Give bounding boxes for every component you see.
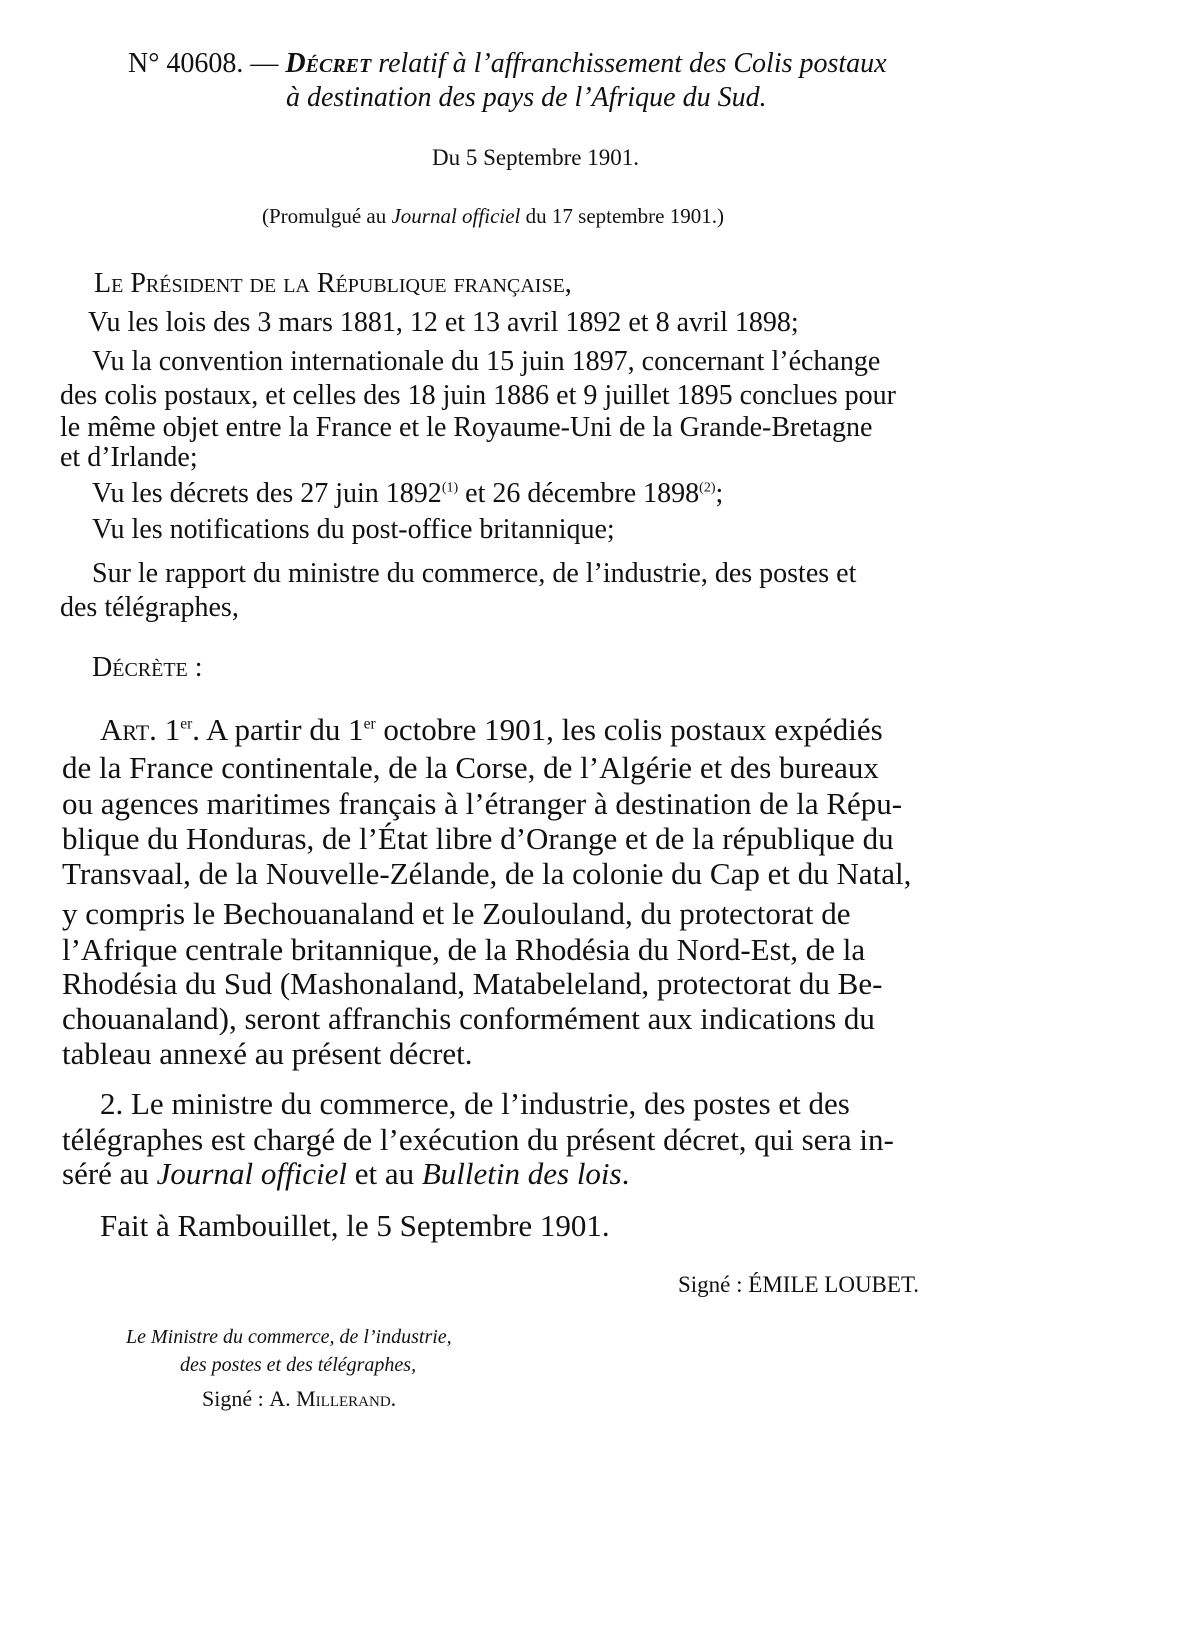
article-1-line-2: de la France continentale, de la Corse, de l’Algérie et des bureaux [62, 750, 879, 785]
decrets-text-c: ; [715, 478, 724, 509]
article-1-text-b: octobre 1901, les colis postaux expédiés [375, 712, 883, 747]
promulgation-open: (Promulgué au [262, 204, 387, 228]
decrete-heading: Décrète : [92, 652, 203, 683]
vu-notifications: Vu les notifications du post-office britannique; [92, 514, 615, 545]
rapport-line-2: des télégraphes, [60, 592, 239, 623]
convention-line-2: des colis postaux, et celles des 18 juin 1886 et 9 juillet 1895 conclues pour [60, 380, 896, 411]
title-dash: — [250, 48, 279, 79]
minister-signature [202, 1386, 396, 1412]
decrets-text-a: Vu les décrets des 27 juin 1892 [92, 478, 442, 509]
vu-decrets [92, 478, 723, 510]
article-2-text-b: et au [346, 1156, 422, 1191]
fait-line: Fait à Rambouillet, le 5 Septembre 1901. [100, 1208, 610, 1243]
convention-line-4: et d’Irlande; [60, 442, 198, 473]
signe-label-1: Signé : [678, 1272, 743, 1297]
article-1-line-1 [100, 712, 883, 748]
article-number-sup: er [180, 715, 193, 733]
article-1-line-7: l’Afrique centrale britannique, de la Rhodésia du Nord-Est, de la [62, 932, 866, 967]
minister-line-1: Le Ministre du commerce, de l’industrie, [126, 1326, 452, 1348]
article-1-line-5: Transvaal, de la Nouvelle-Zélande, de la colonie du Cap et du Natal, [62, 856, 912, 891]
article-2-text-c: . [621, 1156, 630, 1191]
title-text-1: relatif à l’affranchissement des Colis postaux [378, 48, 887, 79]
president-heading: Le Président de la République française, [94, 268, 572, 299]
decree-title-line-1 [128, 48, 887, 80]
decree-title-line-2: à destination des pays de l’Afrique du Sud. [286, 82, 767, 113]
decree-date: Du 5 Septembre 1901. [432, 145, 639, 170]
promulgation-journal: Journal officiel [391, 204, 521, 228]
article-1-line-10: tableau annexé au présent décret. [62, 1036, 473, 1071]
article-2-text-a: séré au [62, 1156, 157, 1191]
article-label: Art. [100, 712, 157, 747]
convention-line-3: le même objet entre la France et le Royaume-Uni de la Grande-Bretagne [60, 412, 873, 443]
promulgation-line [262, 204, 724, 229]
minister-name: A. Millerand. [269, 1386, 397, 1411]
article-2-line-1: 2. Le ministre du commerce, de l’industrie, des postes et des [100, 1086, 850, 1121]
article-1-line-8: Rhodésia du Sud (Mashonaland, Matabeleland, protectorat du Be- [62, 966, 883, 1001]
decrets-text-b: et 26 décembre 1898 [458, 478, 700, 509]
article-1-line-9: chouanaland), seront affranchis conformément aux indications du [62, 1001, 875, 1036]
article-1-line-3: ou agences maritimes français à l’étranger à destination de la Répu- [62, 786, 903, 821]
signe-label-2: Signé : [202, 1386, 264, 1411]
article-1-line-6: y compris le Bechouanaland et le Zoulouland, du protectorat de [62, 896, 851, 931]
decree-number: N° 40608. [128, 48, 244, 79]
journal-officiel: Journal officiel [156, 1156, 347, 1191]
footnote-ref-2: (2) [699, 480, 716, 496]
bulletin-des-lois: Bulletin des lois [421, 1156, 622, 1191]
convention-line-1: Vu la convention internationale du 15 juin 1897, concernant l’échange [92, 346, 881, 377]
footnote-ref-1: (1) [441, 480, 459, 496]
article-2-line-2: télégraphes est chargé de l’exécution du présent décret, qui sera in- [62, 1122, 894, 1157]
vu-lois: Vu les lois des 3 mars 1881, 12 et 13 avril 1892 et 8 avril 1898; [88, 307, 799, 338]
signature-name: ÉMILE LOUBET. [748, 1272, 920, 1297]
minister-line-2: des postes et des télégraphes, [180, 1354, 417, 1376]
article-1-text-a: . A partir du 1 [192, 712, 364, 747]
article-1-line-4: blique du Honduras, de l’État libre d’Orange et de la république du [62, 821, 894, 856]
promulgation-close: du 17 septembre 1901.) [525, 204, 724, 228]
article-2-line-3 [62, 1156, 629, 1192]
president-signature [678, 1272, 919, 1298]
decret-word: Décret [285, 48, 372, 79]
date-sup: er [363, 715, 376, 733]
rapport-line-1: Sur le rapport du ministre du commerce, de l’industrie, des postes et [92, 558, 857, 589]
article-number: 1 [164, 712, 181, 747]
